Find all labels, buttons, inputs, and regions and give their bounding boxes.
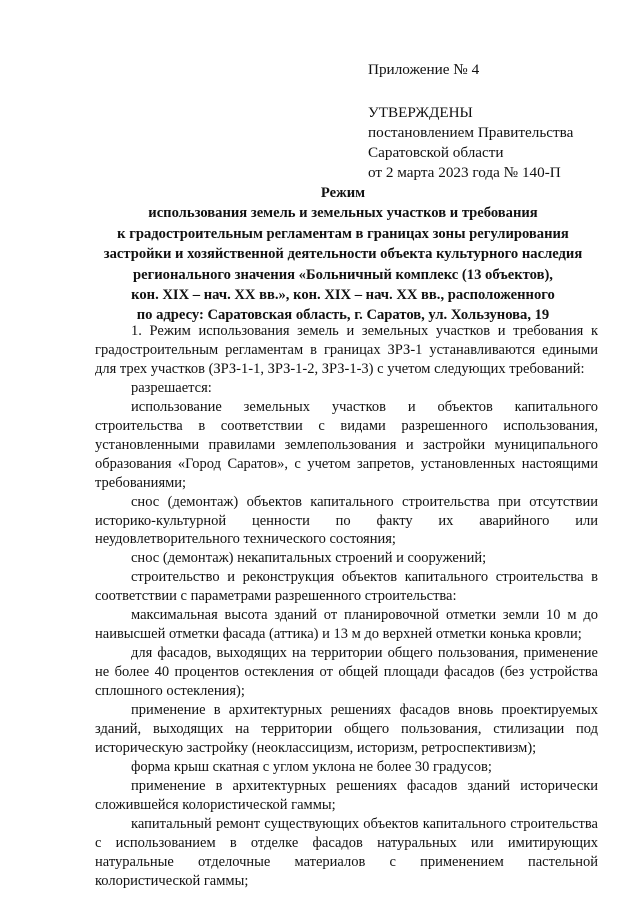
- body-paragraph: строительство и реконструкция объектов капитального строительства в соответствии с параметрами разрешенного строительства:: [95, 569, 598, 605]
- body-paragraph: использование земельных участков и объектов капитального строительства в соответствии с видами разрешенного использования, установленными правилами землепользования и застройки муниципального образования «Город Саратов», с учетом запретов, установленных настоящими требованиями;: [95, 398, 598, 491]
- body-paragraph: форма крыш скатная с углом уклона не более 30 градусов;: [131, 758, 492, 775]
- title-line: к градостроительным регламентам в границах зоны регулирования: [117, 225, 569, 242]
- title-line: застройки и хозяйственной деятельности объекта культурного наследия: [103, 246, 583, 263]
- approved-region-line: Саратовской области: [368, 144, 504, 161]
- document-title: [88, 183, 598, 326]
- title-line: Режим: [320, 185, 366, 201]
- appendix-number: Приложение № 4: [368, 61, 480, 78]
- body-paragraph: 1. Режим использования земель и земельных участков и требования к градостроительным регламентам в границах ЗРЗ-1 устанавливаются едиными для трех участков (ЗРЗ-1-1, ЗРЗ-1-2, ЗРЗ-1-3) с учетом следующих требований:: [95, 323, 598, 377]
- body-paragraph: разрешается:: [131, 379, 212, 396]
- approved-heading: УТВЕРЖДЕНЫ: [368, 104, 473, 121]
- title-line: использования земель и земельных участков и требования: [148, 205, 538, 222]
- body-paragraph: снос (демонтаж) объектов капитального строительства при отсутствии историко-культурной ценности по факту их аварийного или неудовлетворительного технического состояния;: [95, 493, 598, 548]
- document-body: [95, 322, 598, 891]
- approved-by-line: постановлением Правительства: [368, 124, 574, 141]
- body-paragraph: применение в архитектурных решениях фасадов вновь проектируемых зданий, выходящих на территории общего пользования, стилизации под историческую застройку (неоклассицизм, историзм, ретроспективизм);: [95, 702, 598, 756]
- approved-date-line: от 2 марта 2023 года № 140-П: [368, 164, 561, 181]
- body-paragraph: снос (демонтаж) некапитальных строений и сооружений;: [131, 550, 487, 567]
- title-line: по адресу: Саратовская область, г. Саратов, ул. Хользунова, 19: [136, 307, 550, 324]
- body-paragraph: капитальный ремонт существующих объектов капитального строительства с использованием в отделке фасадов натуральных или имитирующих натуральные отделочные материалов с применением пастельной колористической гаммы;: [95, 815, 598, 889]
- body-paragraph: максимальная высота зданий от планировочной отметки земли 10 м до наивысшей отметки фасада (аттика) и 13 м до верхней отметки конька кровли;: [95, 607, 598, 643]
- body-paragraph: применение в архитектурных решениях фасадов зданий исторически сложившейся колористической гаммы;: [95, 777, 598, 813]
- approval-block: [368, 60, 618, 183]
- title-line: кон. XIX – нач. XX вв.», кон. XIX – нач. XX вв., расположенного: [131, 287, 555, 304]
- title-line: регионального значения «Больничный комплекс (13 объектов),: [133, 266, 553, 283]
- body-paragraph: для фасадов, выходящих на территории общего пользования, применение не более 40 процентов остекления от общей площади фасадов (без устройства сплошного остекления);: [95, 645, 598, 700]
